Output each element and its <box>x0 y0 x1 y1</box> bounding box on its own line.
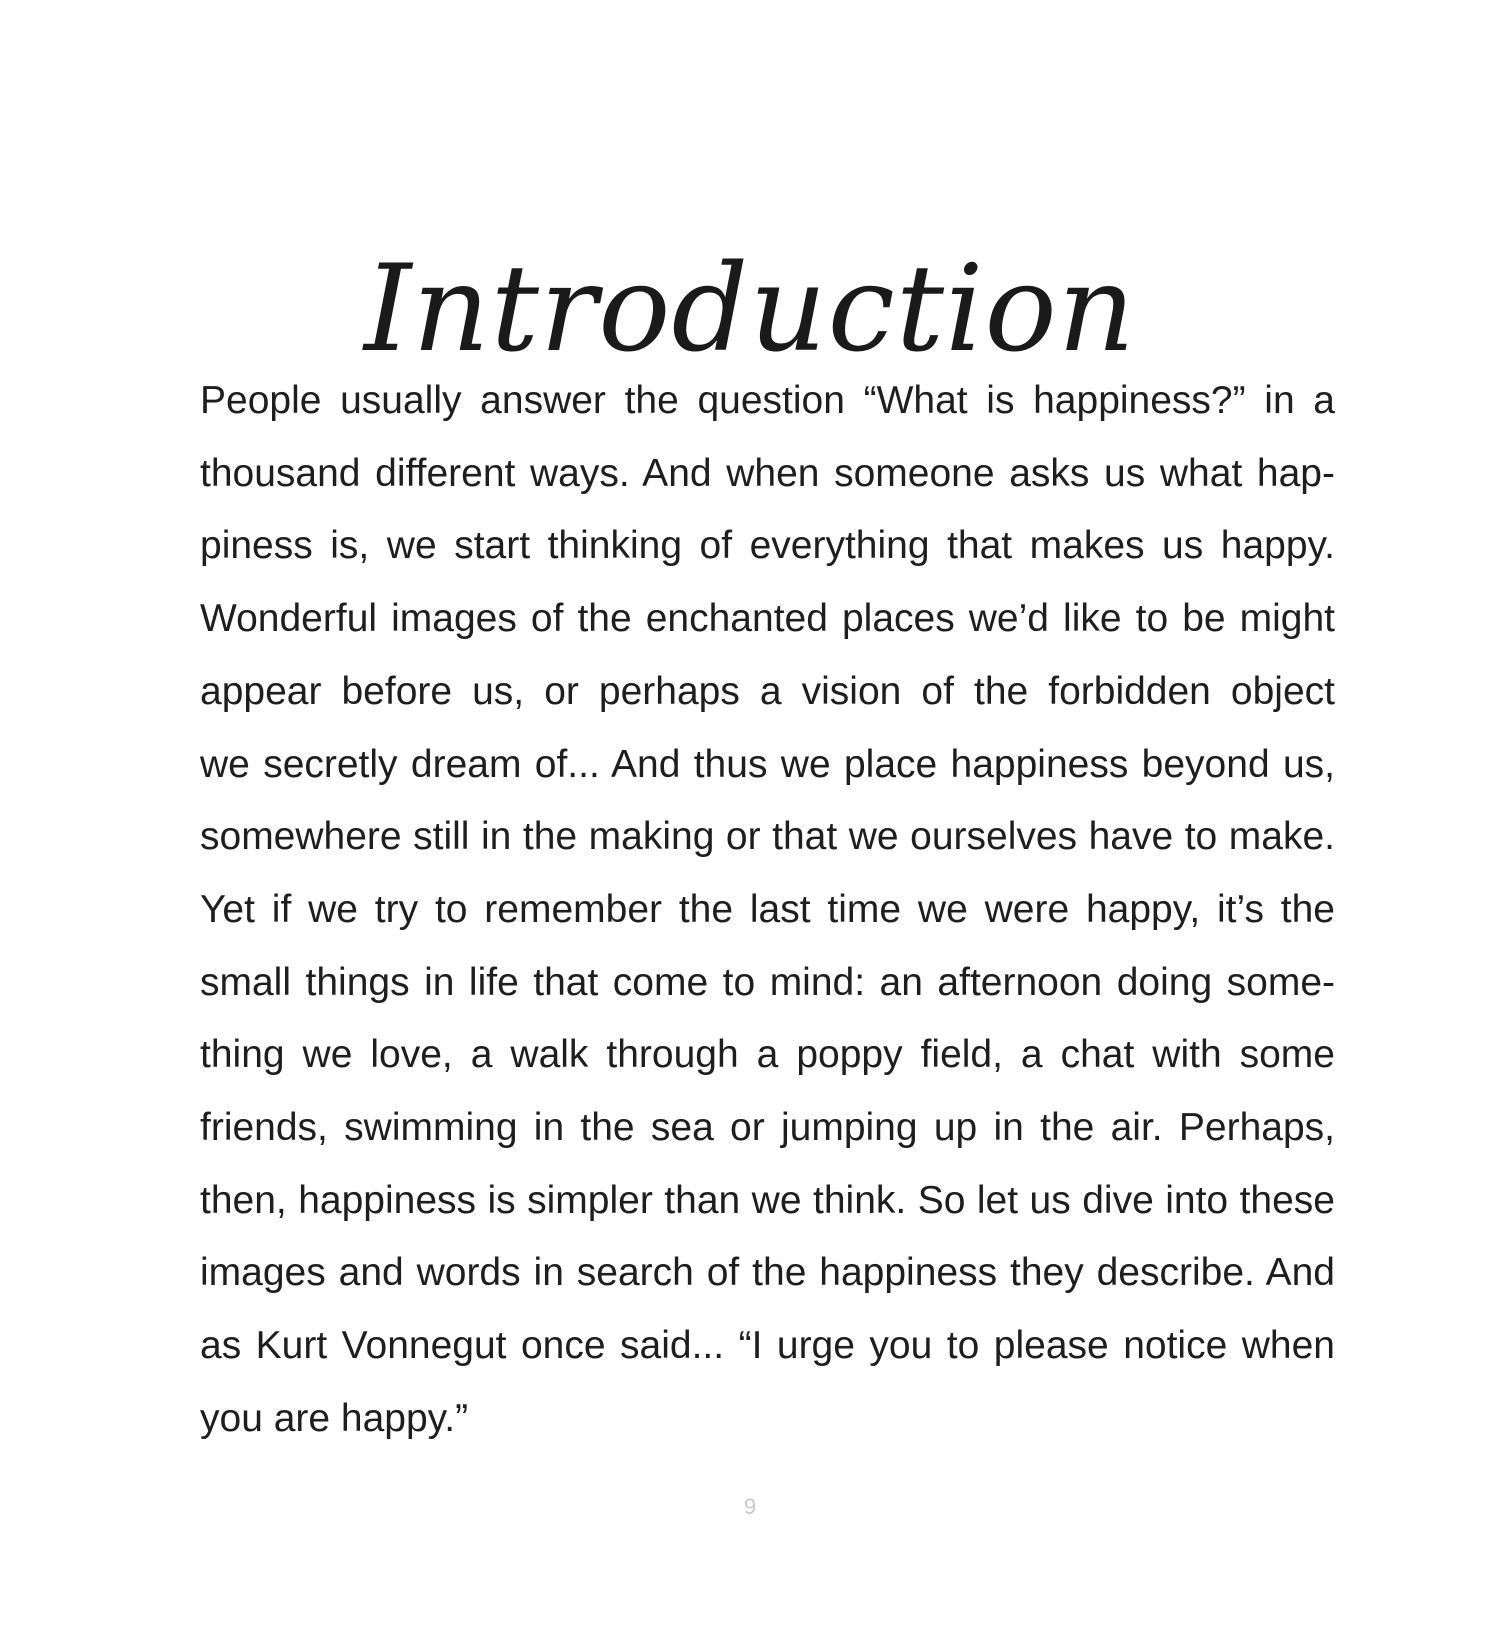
text-line: Wonderful images of the enchanted places we’d like to be might <box>200 597 1335 641</box>
text-line: as Kurt Vonnegut once said... “I urge you to please notice when <box>200 1324 1335 1368</box>
introduction-text <box>200 365 1335 1456</box>
text-line: piness is, we start thinking of everything that makes us happy. <box>200 524 1335 568</box>
text-line: People usually answer the question “What is happiness?” in a <box>200 379 1335 422</box>
text-line: thing we love, a walk through a poppy field, a chat with some <box>200 1033 1335 1077</box>
text-line: you are happy.” <box>200 1396 469 1440</box>
text-line: small things in life that come to mind: an afternoon doing some- <box>200 960 1335 1004</box>
text-line: friends, swimming in the sea or jumping up in the air. Perhaps, <box>200 1106 1335 1150</box>
chapter-title: Introduction <box>364 240 1136 380</box>
text-line: then, happiness is simpler than we think. So let us dive into these <box>200 1178 1335 1222</box>
text-line: we secretly dream of... And thus we place happiness beyond us, <box>200 742 1335 786</box>
text-line: somewhere still in the making or that we ourselves have to make. <box>200 815 1335 859</box>
text-line: thousand different ways. And when someone asks us what hap- <box>200 451 1335 495</box>
text-line: images and words in search of the happiness they describe. And <box>200 1251 1335 1295</box>
text-line: appear before us, or perhaps a vision of the forbidden object <box>200 669 1335 713</box>
page-number: 9 <box>743 1494 757 1519</box>
text-line: Yet if we try to remember the last time we were happy, it’s the <box>200 887 1335 931</box>
